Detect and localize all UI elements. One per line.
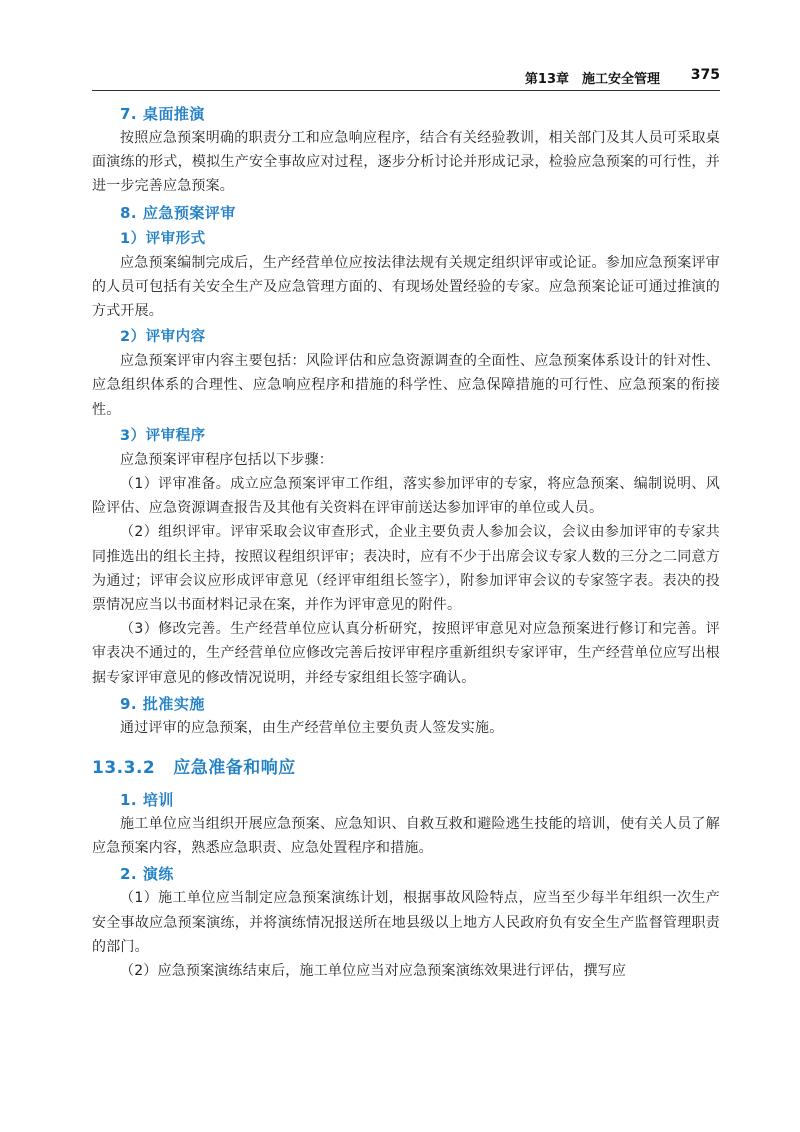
paragraph-review-procedure: 应急预案评审程序包括以下步骤： — [120, 451, 333, 468]
paragraph-step-1: （1）评审准备。成立应急预案评审工作组，落实参加评审的专家，将应急预案、编制说明、风险评估、应急资源调查报告及其他有关资料在评审前送达参加评审的单位或人员。 — [92, 476, 720, 517]
heading-review-content: 2）评审内容 — [120, 329, 206, 346]
page-number: 375 — [690, 67, 720, 83]
paragraph-approve: 通过评审的应急预案，由生产经营单位主要负责人签发实施。 — [120, 719, 504, 736]
section-number: 13.3.2 — [92, 758, 156, 779]
heading-plan-review: 8. 应急预案评审 — [120, 203, 236, 222]
paragraph-training: 施工单位应当组织开展应急预案、应急知识、自救互救和避险逃生技能的培训，使有关人员了解应急预案内容，熟悉应急职责、应急处置程序和措施。 — [92, 816, 720, 857]
paragraph-exercise-2: （2）应急预案演练结束后，施工单位应当对应急预案演练效果进行评估，撰写应 — [120, 963, 627, 980]
heading-training: 1. 培训 — [120, 791, 174, 810]
heading-approve: 9. 批准实施 — [120, 694, 205, 713]
heading-desktop-drill: 7. 桌面推演 — [120, 105, 205, 123]
paragraph-desktop-drill: 按照应急预案明确的职责分工和应急响应程序，结合有关经验教训，相关部门及其人员可采取桌面演练的形式，模拟生产安全事故应对过程，逐步分析讨论并形成记录，检验应急预案的可行性，并进一步完善应急预案。 — [92, 130, 720, 195]
paragraph-exercise-1: （1）施工单位应当制定应急预案演练计划，根据事故风险特点，应当至少每半年组织一次生产安全事故应急预案演练，并将演练情况报送所在地县级以上地方人民政府负有安全生产监督管理职责的部门。 — [92, 890, 720, 955]
paragraph-review-content: 应急预案评审内容主要包括：风险评估和应急资源调查的全面性、应急预案体系设计的针对性、应急组织体系的合理性、应急响应程序和措施的科学性、应急保障措施的可行性、应急预案的衔接性。 — [92, 353, 720, 418]
page-content — [92, 100, 720, 983]
heading-review-procedure: 3）评审程序 — [120, 427, 206, 444]
paragraph-step-3: （3）修改完善。生产经营单位应认真分析研究，按照评审意见对应急预案进行修订和完善。评审表决不通过的，生产经营单位应修改完善后按评审程序重新组织专家评审，生产经营单位应写出根据专家评审意见的修改情况说明，并经专家组组长签字确认。 — [92, 621, 720, 686]
chapter-title: 第13章 施工安全管理 — [524, 72, 660, 87]
page-header — [92, 66, 720, 91]
section-title: 应急准备和响应 — [173, 758, 296, 779]
heading-exercise: 2. 演练 — [120, 865, 174, 884]
section-heading — [92, 754, 720, 782]
heading-review-form: 1）评审形式 — [120, 230, 206, 247]
paragraph-step-2: （2）组织评审。评审采取会议审查形式，企业主要负责人参加会议，会议由参加评审的专家共同推选出的组长主持，按照议程组织评审；表决时，应有不少于出席会议专家人数的三分之二同意方为通过；评审会议应形成评审意见（经评审组组长签字），附参加评审会议的专家签字表。表决的投票情况应当以书面材料记录在案，并作为评审意见的附件。 — [92, 524, 720, 614]
paragraph-review-form: 应急预案编制完成后，生产经营单位应按法律法规有关规定组织评审或论证。参加应急预案评审的人员可包括有关安全生产及应急管理方面的、有现场处置经验的专家。应急预案论证可通过推演的方式开展。 — [92, 254, 720, 320]
